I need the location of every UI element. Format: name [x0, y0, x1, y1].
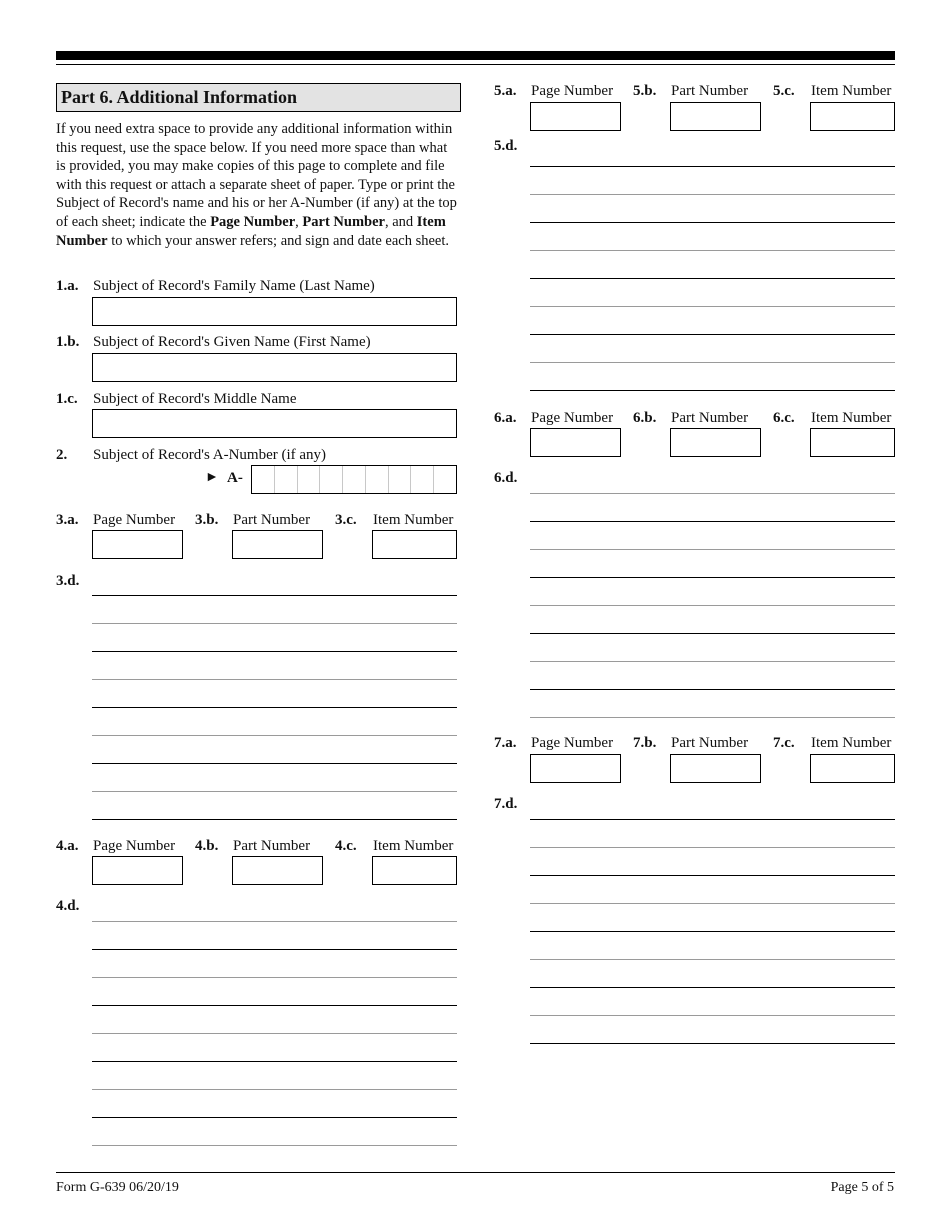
item-number-label: Item Number [373, 512, 454, 528]
answer-line[interactable] [530, 194, 895, 195]
form-identifier: Form G-639 06/20/19 [56, 1180, 179, 1195]
answer-line[interactable] [92, 1117, 457, 1118]
answer-line[interactable] [530, 819, 895, 820]
answer-line[interactable] [530, 689, 895, 690]
answer-line[interactable] [92, 1061, 457, 1062]
item-number-input[interactable] [372, 856, 457, 885]
answer-line[interactable] [530, 577, 895, 578]
family-name-input[interactable] [92, 297, 457, 326]
answer-line[interactable] [92, 651, 457, 652]
answer-line[interactable] [530, 334, 895, 335]
answer-line[interactable] [92, 595, 457, 596]
answer-line[interactable] [92, 949, 457, 950]
part-number-label: Part Number [671, 410, 749, 426]
item-number-1c: 1.c. [56, 391, 78, 407]
answer-line[interactable] [530, 959, 895, 960]
answer-line[interactable] [530, 166, 895, 167]
answer-line[interactable] [92, 977, 457, 978]
answer-line[interactable] [530, 903, 895, 904]
answer-line[interactable] [530, 1043, 895, 1044]
answer-line[interactable] [530, 306, 895, 307]
part-number-label: Part Number [233, 838, 311, 854]
answer-line[interactable] [530, 987, 895, 988]
page-number-input[interactable] [530, 428, 621, 457]
part-number-input[interactable] [670, 754, 761, 783]
item-number-6d: 6.d. [494, 470, 518, 486]
item-number-5b: 5.b. [633, 83, 657, 99]
item-number-1a: 1.a. [56, 278, 79, 294]
answer-line[interactable] [92, 707, 457, 708]
item-number-3d: 3.d. [56, 573, 80, 589]
part-number-input[interactable] [232, 856, 323, 885]
answer-line[interactable] [530, 493, 895, 494]
item-number-4a: 4.a. [56, 838, 79, 854]
part-number-label: Part Number [233, 512, 311, 528]
answer-line[interactable] [530, 661, 895, 662]
given-name-input[interactable] [92, 353, 457, 382]
item-number-1b: 1.b. [56, 334, 80, 350]
item-number-3a: 3.a. [56, 512, 79, 528]
item-number-label: Item Number [811, 410, 892, 426]
answer-line[interactable] [530, 362, 895, 363]
answer-line[interactable] [92, 791, 457, 792]
item-number-6c: 6.c. [773, 410, 795, 426]
top-rule-thin [56, 64, 895, 65]
item-number-input[interactable] [810, 102, 895, 131]
part-number-label: Part Number [671, 735, 749, 751]
part-number-input[interactable] [670, 428, 761, 457]
item-number-7c: 7.c. [773, 735, 795, 751]
page-indicator: Page 5 of 5 [830, 1180, 894, 1195]
item-number-input[interactable] [810, 754, 895, 783]
arrow-right-icon: ► [205, 470, 219, 485]
item-number-5a: 5.a. [494, 83, 517, 99]
answer-line[interactable] [92, 735, 457, 736]
item-number-4d: 4.d. [56, 898, 80, 914]
item-number-5d: 5.d. [494, 138, 518, 154]
page-number-label: Page Number [531, 410, 614, 426]
item-number-3c: 3.c. [335, 512, 357, 528]
answer-line[interactable] [530, 931, 895, 932]
answer-line[interactable] [92, 819, 457, 820]
page-number-label: Page Number [531, 735, 614, 751]
instructions-paragraph: If you need extra space to provide any additional information within this request, use the space below. If you need more space than what is provided, you may make copies of this page to complete and file with this request or attach a separate sheet of paper. Type or print the Subject of Record's name and his or her A-Number (if any) at the top of each sheet; indicate the Page Number, Part Number, and Item Number to which your answer refers; and sign and date each sheet. [56, 121, 457, 249]
page-number-label: Page Number [531, 83, 614, 99]
item-number-label: Item Number [811, 83, 892, 99]
page-number-input[interactable] [92, 856, 183, 885]
item-number-6a: 6.a. [494, 410, 517, 426]
item-number-5c: 5.c. [773, 83, 795, 99]
answer-line[interactable] [530, 1015, 895, 1016]
answer-line[interactable] [530, 250, 895, 251]
item-number-label: Item Number [811, 735, 892, 751]
item-number-7a: 7.a. [494, 735, 517, 751]
part-number-input[interactable] [232, 530, 323, 559]
answer-line[interactable] [92, 1145, 457, 1146]
answer-line[interactable] [92, 1005, 457, 1006]
answer-line[interactable] [530, 605, 895, 606]
footer-rule [56, 1172, 895, 1173]
answer-line[interactable] [92, 679, 457, 680]
page-number-input[interactable] [530, 754, 621, 783]
answer-line[interactable] [530, 549, 895, 550]
item-number-input[interactable] [810, 428, 895, 457]
item-number-input[interactable] [372, 530, 457, 559]
item-number-label: Item Number [373, 838, 454, 854]
middle-name-input[interactable] [92, 409, 457, 438]
item-number-7b: 7.b. [633, 735, 657, 751]
a-number-label: Subject of Record's A-Number (if any) [93, 447, 327, 463]
top-rule-thick [56, 51, 895, 60]
part-number-input[interactable] [670, 102, 761, 131]
part-number-label: Part Number [671, 83, 749, 99]
item-number-2: 2. [56, 447, 68, 463]
answer-line[interactable] [92, 623, 457, 624]
answer-line[interactable] [530, 278, 895, 279]
item-number-4b: 4.b. [195, 838, 219, 854]
answer-line[interactable] [530, 717, 895, 718]
answer-line[interactable] [92, 1089, 457, 1090]
item-number-7d: 7.d. [494, 796, 518, 812]
middle-name-label: Subject of Record's Middle Name [93, 391, 297, 407]
answer-line[interactable] [530, 521, 895, 522]
answer-line[interactable] [530, 390, 895, 391]
part-title: Part 6. Additional Information [56, 83, 461, 112]
answer-line[interactable] [92, 1033, 457, 1034]
page-number-input[interactable] [92, 530, 183, 559]
a-number-prefix: A- [227, 470, 243, 486]
a-number-input[interactable] [251, 465, 457, 494]
answer-line[interactable] [92, 763, 457, 764]
page-number-input[interactable] [530, 102, 621, 131]
answer-line[interactable] [530, 847, 895, 848]
item-number-6b: 6.b. [633, 410, 657, 426]
answer-line[interactable] [92, 921, 457, 922]
page-number-label: Page Number [93, 512, 176, 528]
given-name-label: Subject of Record's Given Name (First Name) [93, 334, 371, 350]
page-number-label: Page Number [93, 838, 176, 854]
answer-line[interactable] [530, 222, 895, 223]
item-number-3b: 3.b. [195, 512, 219, 528]
answer-line[interactable] [530, 875, 895, 876]
family-name-label: Subject of Record's Family Name (Last Name) [93, 278, 375, 294]
item-number-4c: 4.c. [335, 838, 357, 854]
answer-line[interactable] [530, 633, 895, 634]
